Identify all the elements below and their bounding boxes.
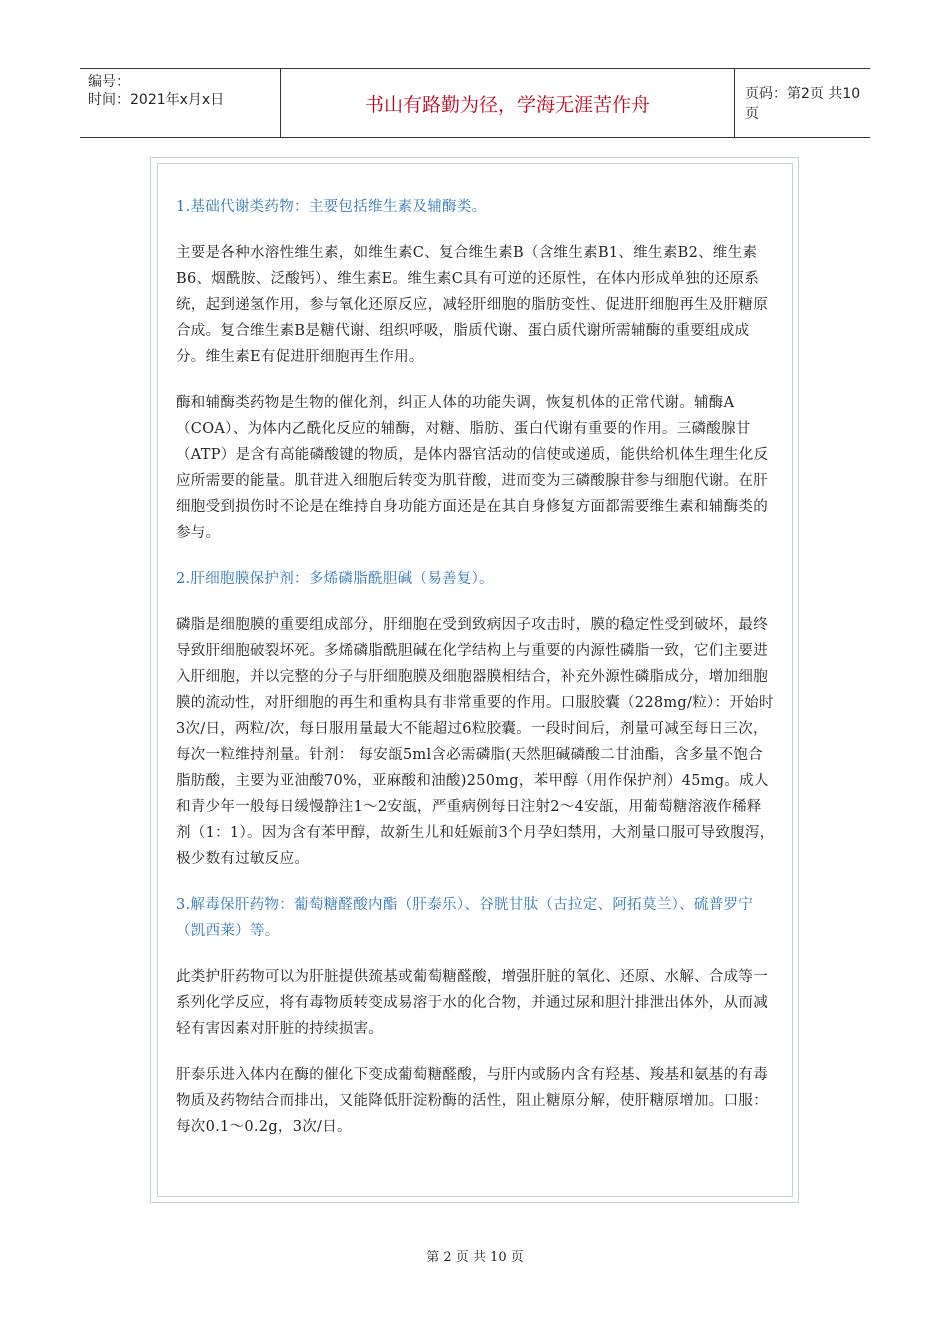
header-meta (80, 69, 280, 137)
page-footer: 第 2 页 共 10 页 (426, 1250, 524, 1265)
header-date: 时间：2021年x月x日 (88, 92, 225, 108)
document-body (176, 194, 776, 1160)
section-paragraph: 肝泰乐进入体内在酶的催化下变成葡萄糖醛酸，与肝内或肠内含有羟基、羧基和氨基的有毒物质及药物结合而排出，又能降低肝淀粉酶的活性，阻止糖原分解，使肝糖原增加。口服：每次0.1～0.2g，3次/日。 (176, 1067, 768, 1135)
section-paragraph: 磷脂是细胞膜的重要组成部分，肝细胞在受到致病因子攻击时，膜的稳定性受到破坏，最终导致肝细胞破裂坏死。多烯磷脂酰胆碱在化学结构上与重要的内源性磷脂一致，它们主要进入肝细胞，并以完整的分子与肝细胞膜及细胞器膜相结合，补充外源性磷脂成分，增加细胞膜的流动性，对肝细胞的再生和重构具有非常重要的作用。口服胶囊（228mg/粒）：开始时3次/日，两粒/次，每日服用量最大不能超过6粒胶囊。一段时间后，剂量可减至每日三次，每次一粒维持剂量。针剂： 每安瓿5ml含必需磷脂(天然胆碱磷酸二甘油酯，含多量不饱合脂肪酸，主要为亚油酸70%，亚麻酸和油酸)250mg，苯甲醇（用作保护剂）45mg。成人和青少年一般每日缓慢静注1～2安瓿，严重病例每日注射2～4安瓿，用葡萄糖溶液作稀释剂（1：1）。因为含有苯甲醇，故新生儿和妊娠前3个月孕妇禁用，大剂量口服可导致腹泻，极少数有过敏反应。 (176, 617, 775, 867)
section-paragraph: 此类护肝药物可以为肝脏提供巯基或葡萄糖醛酸，增强肝脏的氧化、还原、水解、合成等一系列化学反应，将有毒物质转变成易溶于水的化合物，并通过尿和胆汁排泄出体外，从而减轻有害因素对肝脏的持续损害。 (176, 969, 768, 1037)
section-heading: 1.基础代谢类药物：主要包括维生素及辅酶类。 (176, 199, 487, 215)
section-heading: 2.肝细胞膜保护剂：多烯磷脂酰胆碱（易善复）。 (176, 571, 494, 587)
page-header (80, 68, 870, 138)
header-page-info: 页码：第2页 共10页 (745, 86, 861, 122)
section-heading: 3.解毒保肝药物：葡萄糖醛酸内酯（肝泰乐）、谷胱甘肽（古拉定、阿拓莫兰）、硫普罗宁（凯西莱）等。 (176, 897, 754, 939)
section-paragraph: 主要是各种水溶性维生素，如维生素C、复合维生素B（含维生素B1、维生素B2、维生素B6、烟酰胺、泛酸钙）、维生素E。维生素C具有可逆的还原性，在体内形成单独的还原系统，起到递氢作用，参与氧化还原反应，减轻肝细胞的脂肪变性、促进肝细胞再生及肝糖原合成。复合维生素B是糖代谢、组织呼吸，脂质代谢、蛋白质代谢所需辅酶的重要组成成分。维生素E有促进肝细胞再生作用。 (176, 245, 768, 365)
header-number-label: 编号： (88, 74, 130, 90)
section-paragraph: 酶和辅酶类药物是生物的催化剂，纠正人体的功能失调，恢复机体的正常代谢。辅酶A（COA）、为体内乙酰化反应的辅酶，对糖、脂肪、蛋白代谢有重要的作用。三磷酸腺甘（ATP）是含有高能磷酸键的物质，是体内器官活动的信使或递质，能供给机体生理生化反应所需要的能量。肌苷进入细胞后转变为肌苷酸，进而变为三磷酸腺苷参与细胞代谢。在肝细胞受到损伤时不论是在维持自身功能方面还是在其自身修复方面都需要维生素和辅酶类的参与。 (176, 395, 769, 541)
header-motto: 书山有路勤为径，学海无涯苦作舟 (280, 69, 735, 137)
